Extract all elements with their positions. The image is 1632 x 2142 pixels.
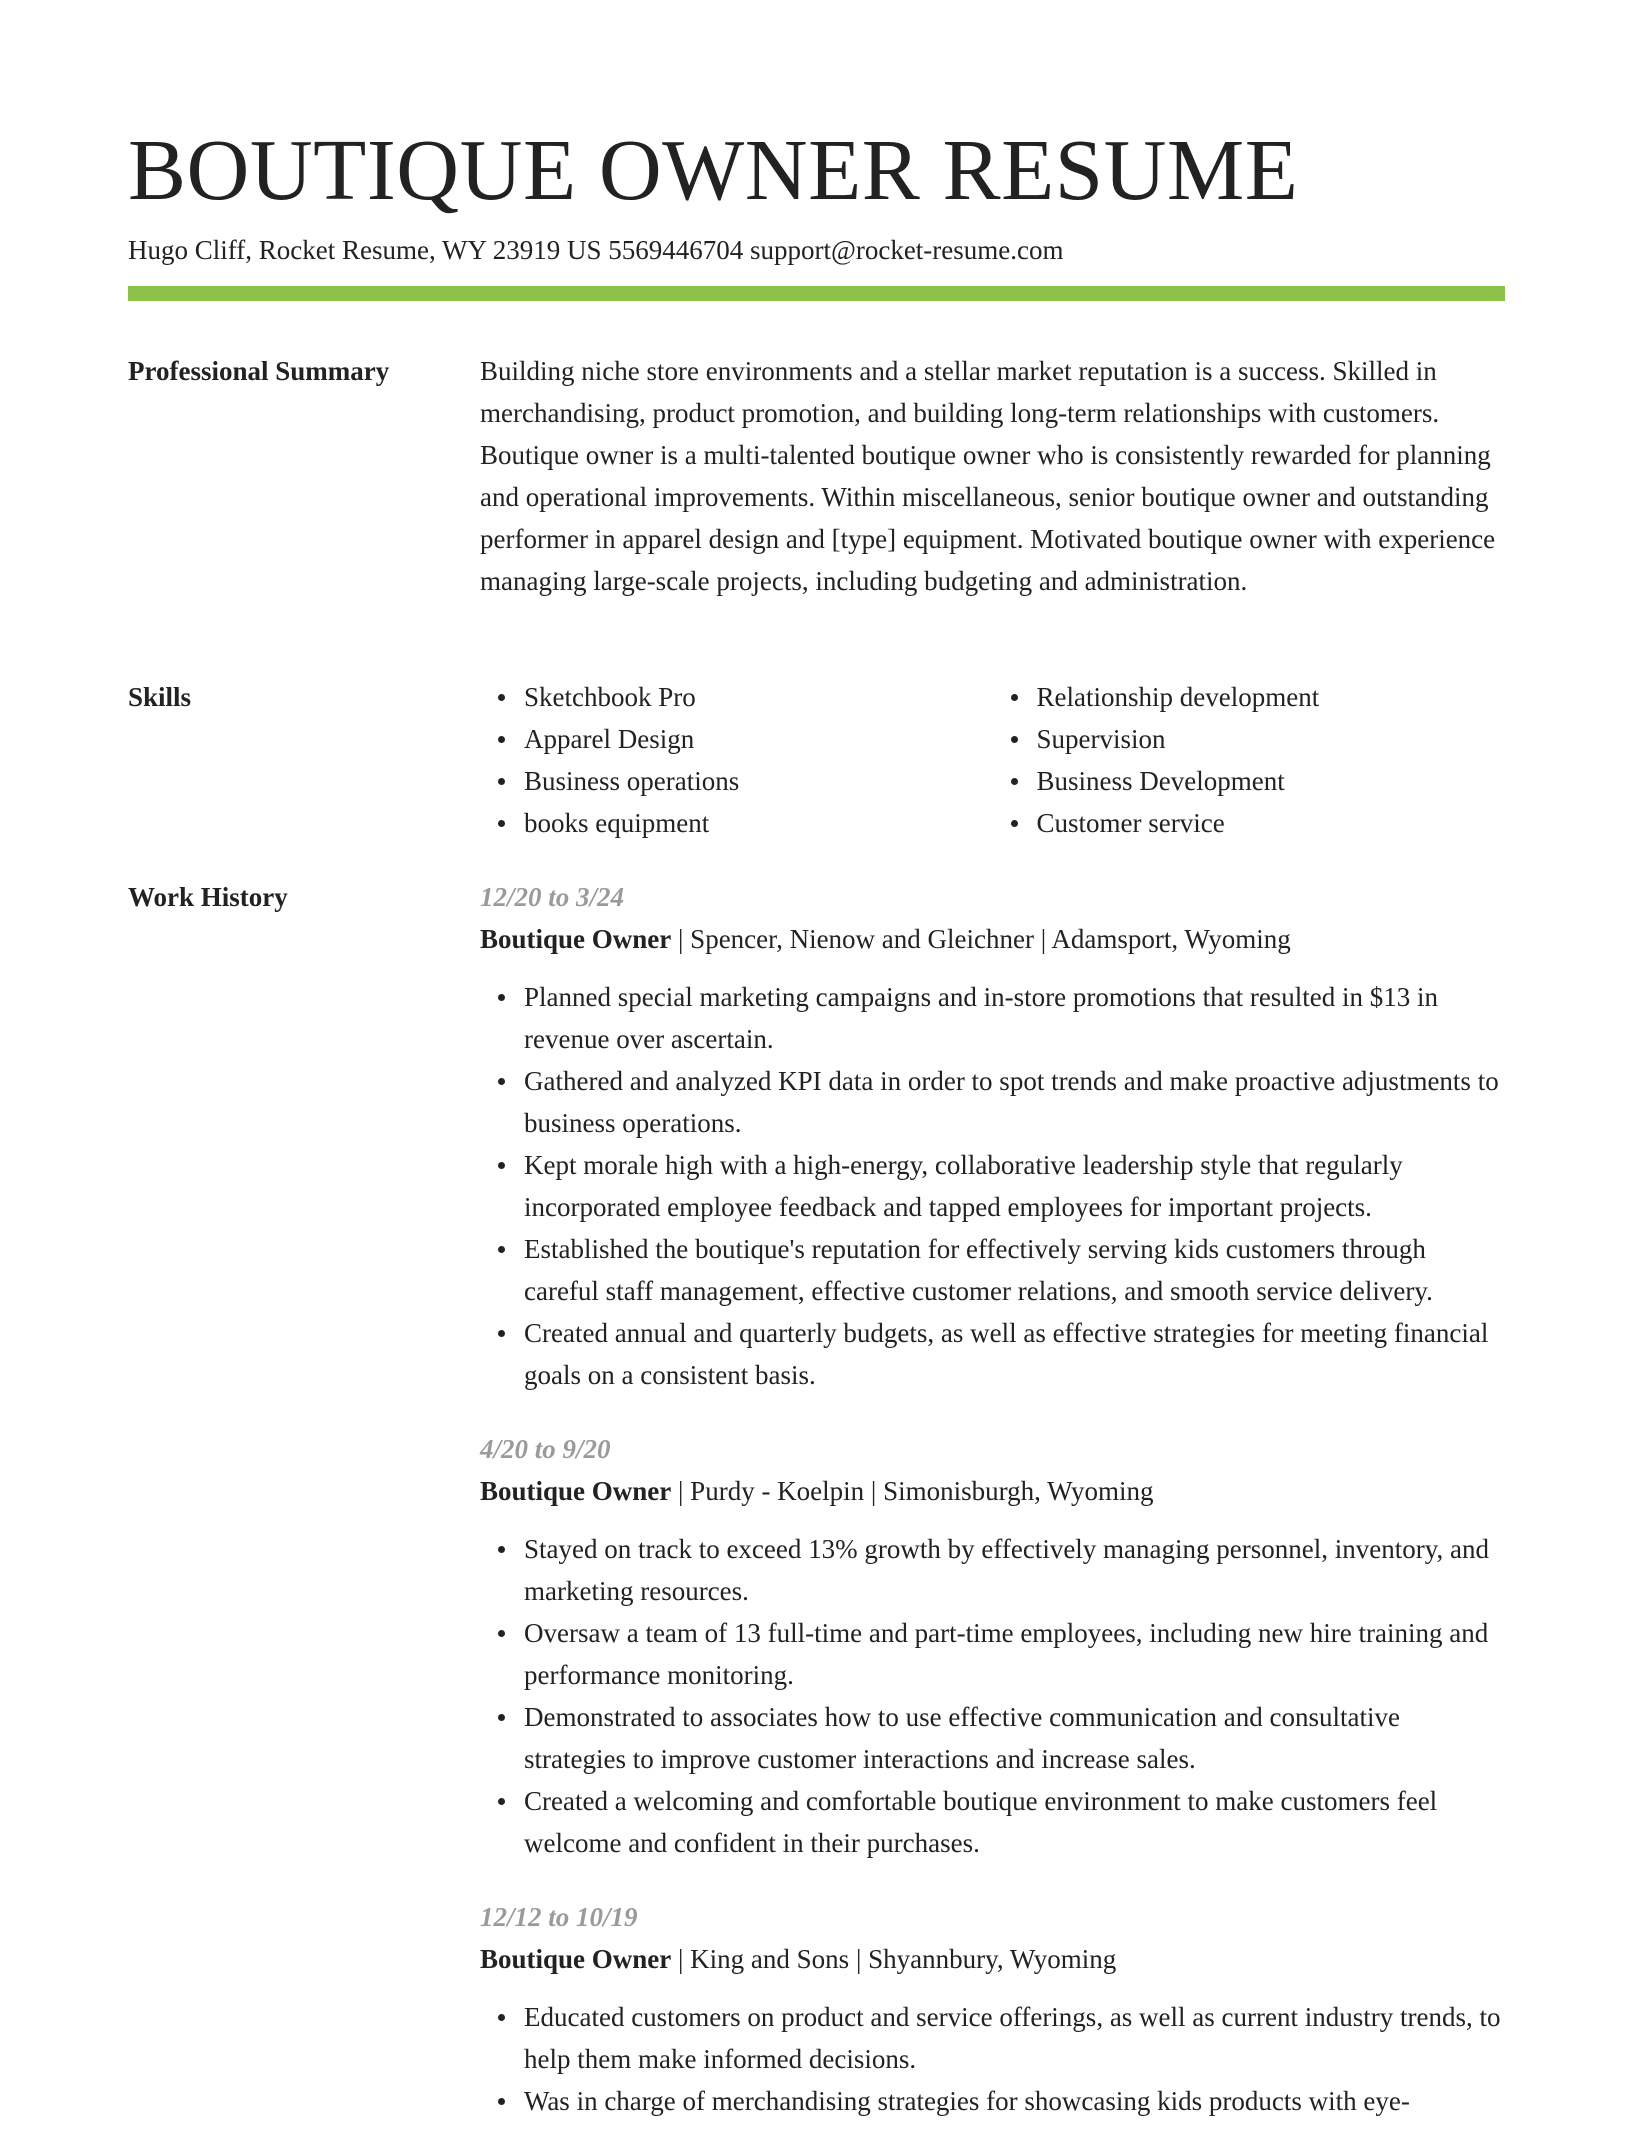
job-bullet: Educated customers on product and service offerings, as well as current industry trends, to help them make informed decisions. xyxy=(524,1996,1505,2080)
skill-item: Business Development xyxy=(1037,760,1506,802)
header-divider xyxy=(128,286,1505,301)
job-title: Boutique Owner xyxy=(480,1476,672,1506)
job-dates: 12/12 to 10/19 xyxy=(480,1902,638,1932)
job-bullet: Established the boutique's reputation for effectively serving kids customers through careful staff management, effective customer relations, and smooth service delivery. xyxy=(524,1228,1505,1312)
skills-column-right xyxy=(993,676,1506,844)
job-entry xyxy=(480,1896,1505,2122)
job-details: | Purdy - Koelpin | Simonisburgh, Wyoming xyxy=(671,1476,1154,1506)
job-details: | Spencer, Nienow and Gleichner | Adamsport, Wyoming xyxy=(671,924,1291,954)
work-history-content xyxy=(480,876,1505,2142)
job-bullet: Oversaw a team of 13 full-time and part-time employees, including new hire training and performance monitoring. xyxy=(524,1612,1505,1696)
contact-line: Hugo Cliff, Rocket Resume, WY 23919 US 5569446704 support@rocket-resume.com xyxy=(128,235,1064,265)
skill-item: Supervision xyxy=(1037,718,1506,760)
summary-text: Building niche store environments and a stellar market reputation is a success. Skilled in merchandising, product promotion, and building long-term relationships with customers. Boutique owner is a multi-talented boutique owner who is consistently rewarded for planning and operational improvements. Within miscellaneous, senior boutique owner and outstanding performer in apparel design and [type] equipment. Motivated boutique owner with experience managing large-scale projects, including budgeting and administration. xyxy=(480,356,1496,596)
job-bullet: Planned special marketing campaigns and in-store promotions that resulted in $13 in revenue over ascertain. xyxy=(524,976,1505,1060)
skill-item: books equipment xyxy=(524,802,993,844)
skill-item: Customer service xyxy=(1037,802,1506,844)
job-bullets xyxy=(480,976,1505,1396)
summary-content xyxy=(480,350,1505,602)
job-bullet: Demonstrated to associates how to use effective communication and consultative strategies to improve customer interactions and increase sales. xyxy=(524,1696,1505,1780)
skills-content xyxy=(480,676,1505,844)
resume-title: BOUTIQUE OWNER RESUME xyxy=(128,121,1299,218)
job-dates: 4/20 to 9/20 xyxy=(480,1434,611,1464)
job-title: Boutique Owner xyxy=(480,924,672,954)
job-entry xyxy=(480,876,1505,1396)
skill-item: Sketchbook Pro xyxy=(524,676,993,718)
work-history-label: Work History xyxy=(128,882,288,912)
skill-item: Relationship development xyxy=(1037,676,1506,718)
job-entry xyxy=(480,1428,1505,1864)
job-bullet: Stayed on track to exceed 13% growth by effectively managing personnel, inventory, and marketing resources. xyxy=(524,1528,1505,1612)
summary-label: Professional Summary xyxy=(128,356,390,386)
job-heading xyxy=(480,918,1505,960)
skills-column-left xyxy=(480,676,993,844)
job-bullets xyxy=(480,1528,1505,1864)
job-bullet: Created a welcoming and comfortable boutique environment to make customers feel welcome and confident in their purchases. xyxy=(524,1780,1505,1864)
skills-grid xyxy=(480,676,1505,844)
skill-item: Apparel Design xyxy=(524,718,993,760)
job-bullet: Was in charge of merchandising strategies for showcasing kids products with eye- xyxy=(524,2080,1505,2122)
job-heading xyxy=(480,1470,1505,1512)
job-heading xyxy=(480,1938,1505,1980)
job-bullet: Gathered and analyzed KPI data in order to spot trends and make proactive adjustments to business operations. xyxy=(524,1060,1505,1144)
job-bullet: Kept morale high with a high-energy, collaborative leadership style that regularly incorporated employee feedback and tapped employees for important projects. xyxy=(524,1144,1505,1228)
job-details: | King and Sons | Shyannbury, Wyoming xyxy=(671,1944,1117,1974)
skills-label: Skills xyxy=(128,682,192,712)
job-bullets xyxy=(480,1996,1505,2122)
skill-item: Business operations xyxy=(524,760,993,802)
job-title: Boutique Owner xyxy=(480,1944,672,1974)
job-bullet: Created annual and quarterly budgets, as well as effective strategies for meeting financial goals on a consistent basis. xyxy=(524,1312,1505,1396)
job-dates: 12/20 to 3/24 xyxy=(480,882,625,912)
